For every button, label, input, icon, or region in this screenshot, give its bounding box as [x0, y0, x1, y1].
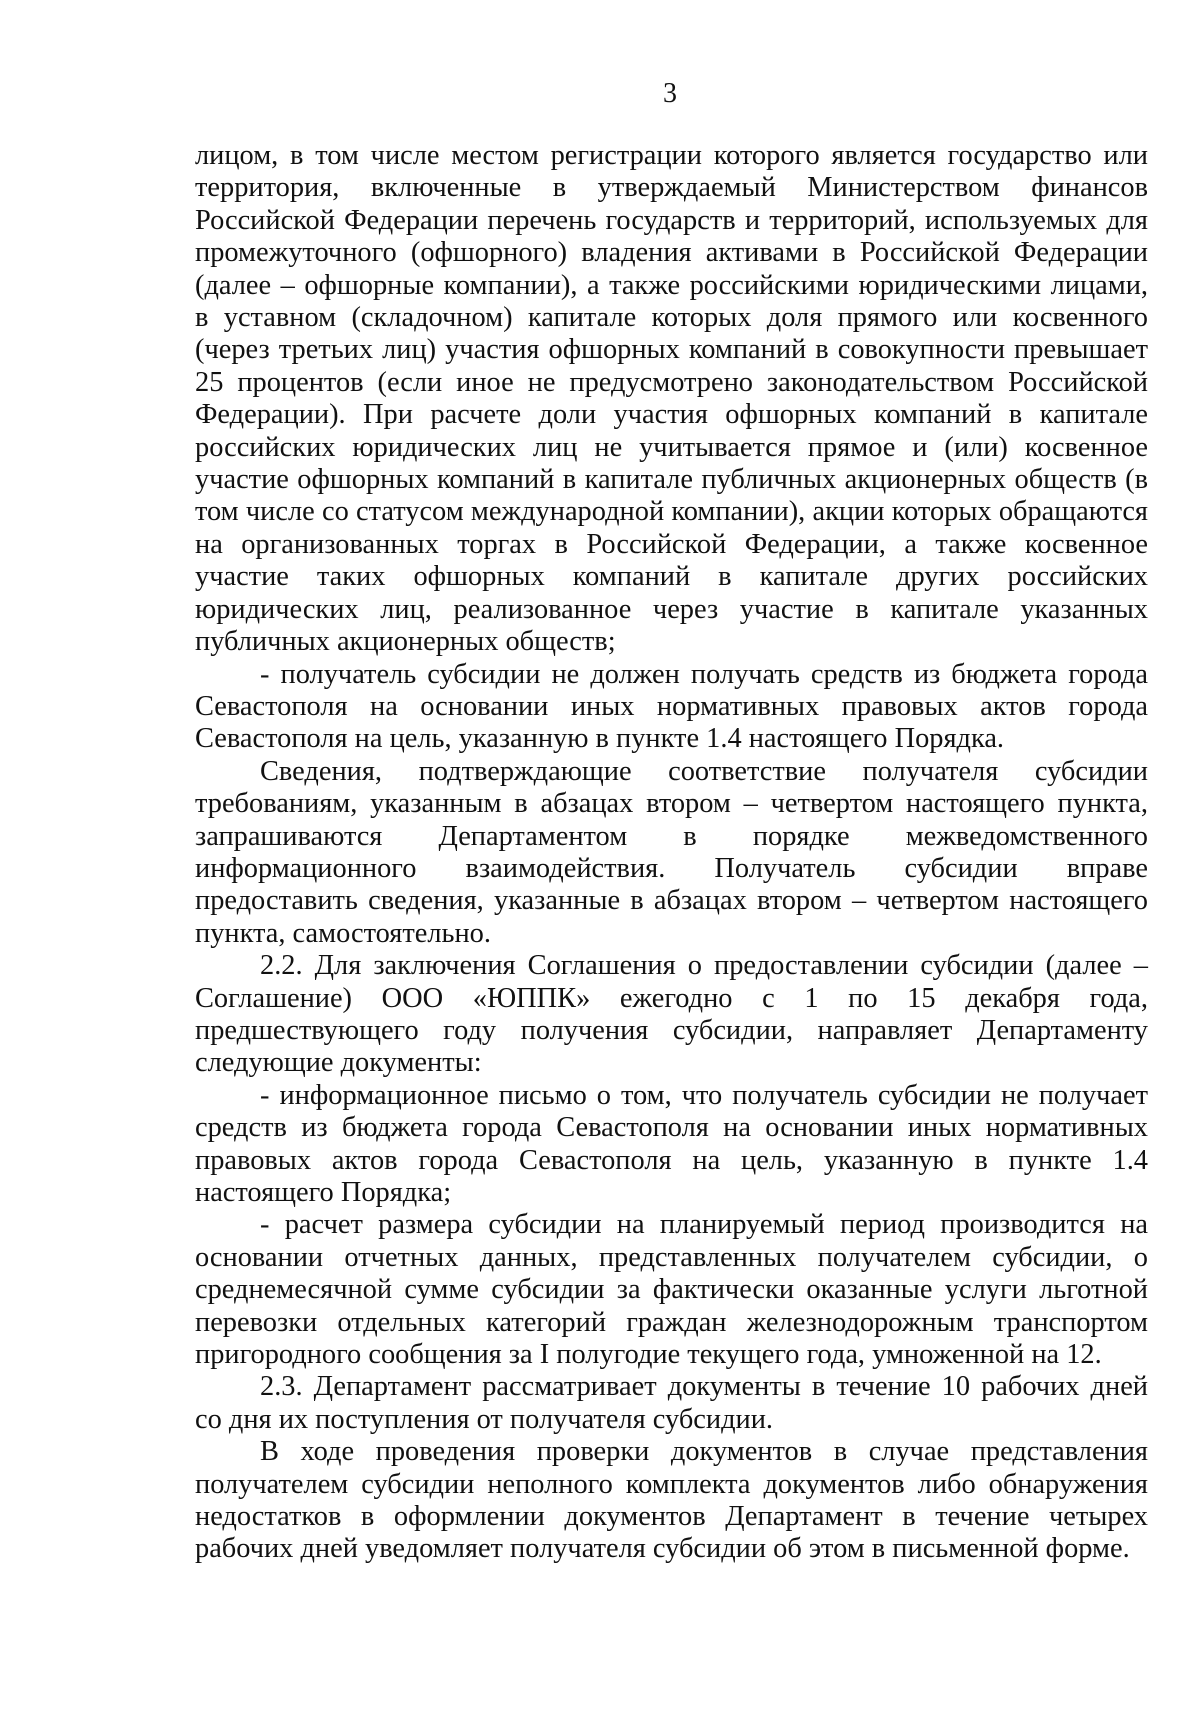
paragraph-section-2-3: 2.3. Департамент рассматривает документы в течение 10 рабочих дней со дня их поступления от получателя субсидии.: [195, 1371, 1148, 1435]
paragraph-information-letter: - информационное письмо о том, что получатель субсидии не получает средств из бюджета города Севастополя на основании иных нормативных правовых актов города Севастополя на цель, указанную в пункте 1.4 настоящего Порядка;: [195, 1079, 1148, 1208]
paragraph-document-check: В ходе проведения проверки документов в случае представления получателем субсидии неполного комплекта документов либо обнаружения недостатков в оформлении документов Департамент в течение четырех рабочих дней уведомляет получателя субсидии об этом в письменной форме.: [195, 1436, 1148, 1565]
page-number: 3: [663, 78, 677, 109]
paragraph-budget-restriction: - получатель субсидии не должен получать средств из бюджета города Севастополя на основании иных нормативных правовых актов города Севастополя на цель, указанную в пункте 1.4 настоящего Порядка.: [195, 658, 1148, 755]
paragraph-information-request: Сведения, подтверждающие соответствие получателя субсидии требованиям, указанным в абзацах втором – четвертом настоящего пункта, запрашиваются Департаментом в порядке межведомственного информационного взаимодействия. Получатель субсидии вправе предоставить сведения, указанные в абзацах втором – четвертом настоящего пункта, самостоятельно.: [195, 755, 1148, 949]
paragraph-subsidy-calculation: - расчет размера субсидии на планируемый период производится на основании отчетных данных, представленных получателем субсидии, о среднемесячной сумме субсидии за фактически оказанные услуги льготной перевозки отдельных категорий граждан железнодорожным транспортом пригородного сообщения за I полугодие текущего года, умноженной на 12.: [195, 1209, 1148, 1371]
paragraph-section-2-2: 2.2. Для заключения Соглашения о предоставлении субсидии (далее – Соглашение) ООО «ЮППК» ежегодно с 1 по 15 декабря года, предшествующего году получения субсидии, направляет Департаменту следующие документы:: [195, 950, 1148, 1079]
paragraph-offshore-clause: лицом, в том числе местом регистрации которого является государство или территория, включенные в утверждаемый Министерством финансов Российской Федерации перечень государств и территорий, используемых для промежуточного (офшорного) владения активами в Российской Федерации (далее – офшорные компании), а также российскими юридическими лицами, в уставном (складочном) капитале которых доля прямого или косвенного (через третьих лиц) участия офшорных компаний в совокупности превышает 25 процентов (если иное не предусмотрено законодательством Российской Федерации). При расчете доли участия офшорных компаний в капитале российских юридических лиц не учитывается прямое и (или) косвенное участие офшорных компаний в капитале публичных акционерных обществ (в том числе со статусом международной компании), акции которых обращаются на организованных торгах в Российской Федерации, а также косвенное участие таких офшорных компаний в капитале других российских юридических лиц, реализованное через участие в капитале указанных публичных акционерных обществ;: [195, 140, 1148, 658]
document-body: [195, 140, 1148, 1566]
